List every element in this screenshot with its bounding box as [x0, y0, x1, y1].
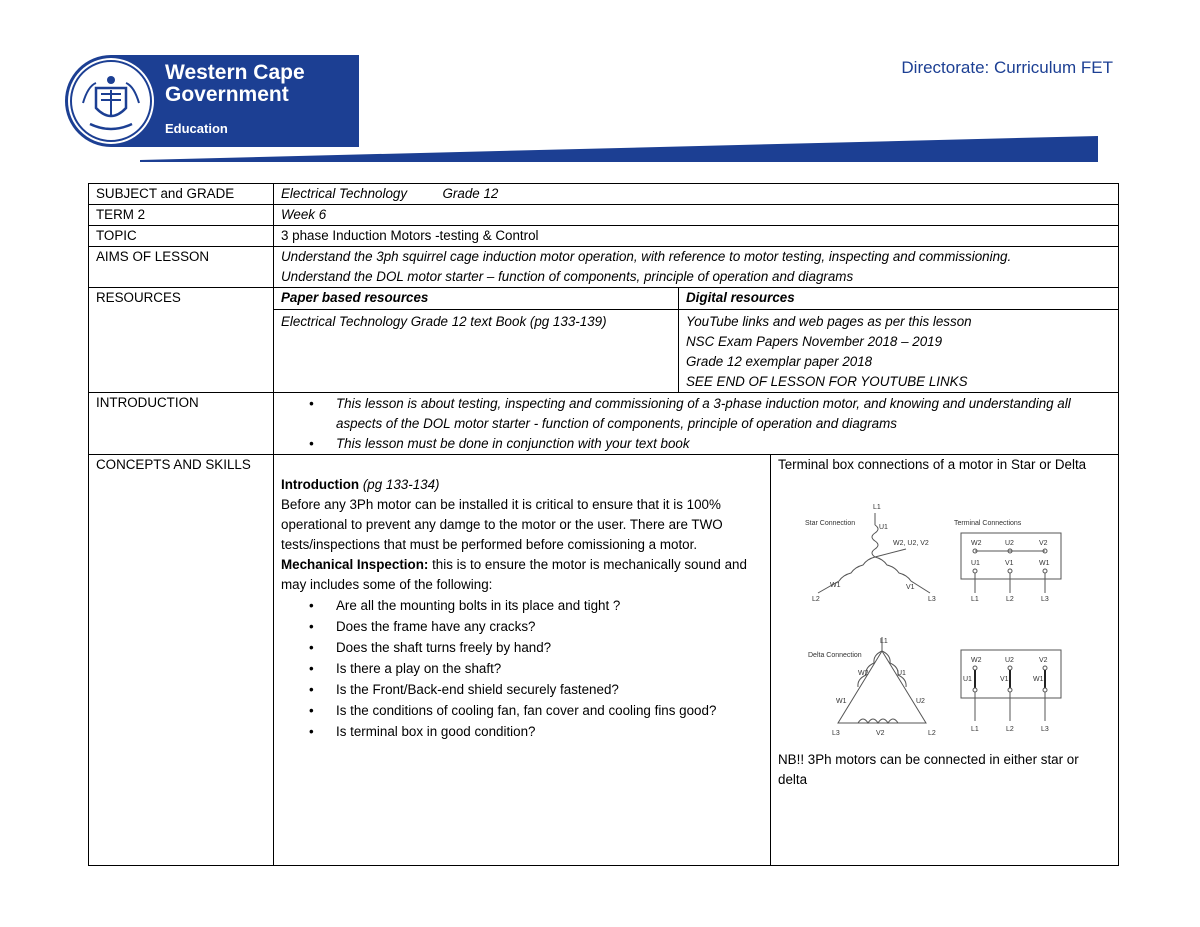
row-term: [89, 205, 1119, 226]
intro-heading-ref: (pg 133-134): [359, 477, 440, 492]
mechanical-heading: Mechanical Inspection:: [281, 557, 429, 572]
delta-connection-label: Delta Connection: [808, 652, 862, 659]
list-item: • This lesson must be done in conjunction with your text book: [281, 434, 1111, 454]
diagram-label: U2: [1005, 657, 1014, 664]
label-resources: RESOURCES: [89, 288, 274, 393]
mechanical-text: this is to ensure the motor is mechanically sound and may includes some of the following:: [281, 557, 747, 592]
digital-resources: [679, 310, 1119, 393]
terminal-connections-label: Terminal Connections: [954, 520, 1022, 527]
label-topic: TOPIC: [89, 226, 274, 247]
list-item: • Does the shaft turns freely by hand?: [281, 637, 763, 658]
diagram-label: V1: [1000, 676, 1009, 683]
digital-resources-heading: Digital resources: [679, 288, 1119, 310]
intro-heading: [281, 475, 763, 495]
diagram-label: U2: [916, 698, 925, 705]
diagram-label: L2: [1006, 596, 1014, 603]
diagram-label: V1: [906, 584, 915, 591]
intro-paragraph: Before any 3Ph motor can be installed it is critical to ensure that it is 100% operational to prevent any damge to the motor or the user. There are TWO tests/inspections that must be performed before comissioning a motor.: [281, 497, 723, 552]
star-center-label: W2, U2, V2: [893, 540, 929, 547]
wcg-logo: [65, 55, 359, 147]
diagram-label: W1: [830, 582, 841, 589]
terminal-connections-cell: [771, 455, 1119, 866]
diagram-label: V2: [1039, 540, 1048, 547]
list-item: • This lesson is about testing, inspecting and commissioning of a 3-phase induction motor, and knowing and understanding all aspects of the DOL motor starter - function of components, principle of operation and diagrams: [281, 394, 1111, 434]
logo-line-1: Western Cape: [165, 61, 305, 84]
digital-item: YouTube links and web pages as per this lesson: [686, 314, 972, 329]
row-topic: [89, 226, 1119, 247]
diagram-label: U2: [1005, 540, 1014, 547]
diagram-label: U1: [897, 670, 906, 677]
diagram-label: W1: [1039, 560, 1050, 567]
row-concepts: [89, 455, 1119, 866]
value-aims: [274, 247, 1119, 288]
row-aims: [89, 247, 1119, 288]
diagram-label: L3: [1041, 596, 1049, 603]
list-item: • Does the frame have any cracks?: [281, 616, 763, 637]
star-connection-label: Star Connection: [805, 520, 856, 527]
label-aims: AIMS OF LESSON: [89, 247, 274, 288]
digital-item: Grade 12 exemplar paper 2018: [686, 354, 873, 369]
diagram-label: L2: [812, 596, 820, 603]
grade: Grade 12: [442, 186, 499, 201]
value-topic: 3 phase Induction Motors -testing & Control: [274, 226, 1119, 247]
diagram-label: L1: [873, 504, 881, 511]
diagram-label: L1: [880, 638, 888, 645]
list-item: • Is there a play on the shaft?: [281, 658, 763, 679]
value-subject: [274, 184, 1119, 205]
list-item: • Are all the mounting bolts in its place and tight ?: [281, 595, 763, 616]
row-resources-head: [89, 288, 1119, 310]
coat-of-arms-icon: [68, 58, 154, 144]
diagram-label: V2: [876, 730, 885, 737]
label-term: TERM 2: [89, 205, 274, 226]
terminal-title: Terminal box connections of a motor in Star or Delta: [778, 457, 1087, 472]
intro-heading-bold: Introduction: [281, 477, 360, 492]
diagram-label: W1: [1033, 676, 1044, 683]
label-concepts: CONCEPTS AND SKILLS: [89, 455, 274, 866]
paper-resources: Electrical Technology Grade 12 text Book (pg 133-139): [274, 310, 679, 393]
diagram-label: U1: [971, 560, 980, 567]
diagram-label: L3: [928, 596, 936, 603]
concepts-content: [274, 455, 771, 866]
diagram-label: W1: [836, 698, 847, 705]
diagram-label: V2: [1039, 657, 1048, 664]
diagram-label: V1: [1005, 560, 1014, 567]
logo-line-2: Government: [165, 83, 289, 106]
label-subject: SUBJECT and GRADE: [89, 184, 274, 205]
directorate-title: Directorate: Curriculum FET: [901, 58, 1113, 77]
logo-line-3: Education: [165, 121, 228, 136]
row-subject: [89, 184, 1119, 205]
digital-item: NSC Exam Papers November 2018 – 2019: [686, 334, 943, 349]
list-item: • Is the conditions of cooling fan, fan cover and cooling fins good?: [281, 700, 763, 721]
diagram-label: U1: [963, 676, 972, 683]
mechanical-inspection: [281, 555, 763, 595]
value-term: Week 6: [274, 205, 1119, 226]
paper-resources-heading: Paper based resources: [274, 288, 679, 310]
diagram-label: L2: [1006, 726, 1014, 733]
aim-2: Understand the DOL motor starter – function of components, principle of operation and diagrams: [281, 269, 854, 284]
inspection-checklist: [281, 595, 763, 742]
diagram-label: L1: [971, 596, 979, 603]
row-introduction: [89, 393, 1119, 455]
diagram-label: U1: [879, 524, 888, 531]
diagram-label: L3: [1041, 726, 1049, 733]
list-item: • Is the Front/Back-end shield securely fastened?: [281, 679, 763, 700]
value-introduction: [274, 393, 1119, 455]
introduction-list: [281, 394, 1111, 454]
diagram-label: L3: [832, 730, 840, 737]
lesson-plan-table: [88, 183, 1119, 866]
diagram-label: W2: [971, 657, 982, 664]
star-delta-diagram: [778, 485, 1068, 740]
nb-note: NB!! 3Ph motors can be connected in either star or delta: [778, 752, 1079, 787]
label-introduction: INTRODUCTION: [89, 393, 274, 455]
diagram-label: L2: [928, 730, 936, 737]
list-item: • Is terminal box in good condition?: [281, 721, 763, 742]
digital-item: SEE END OF LESSON FOR YOUTUBE LINKS: [686, 374, 968, 389]
subject-name: Electrical Technology: [281, 186, 408, 201]
diagram-label: W2: [971, 540, 982, 547]
aim-1: Understand the 3ph squirrel cage induction motor operation, with reference to motor testing, inspecting and commissioning.: [281, 249, 1012, 264]
header-swoosh: [140, 136, 1098, 162]
diagram-label: W2: [858, 670, 869, 677]
diagram-label: L1: [971, 726, 979, 733]
